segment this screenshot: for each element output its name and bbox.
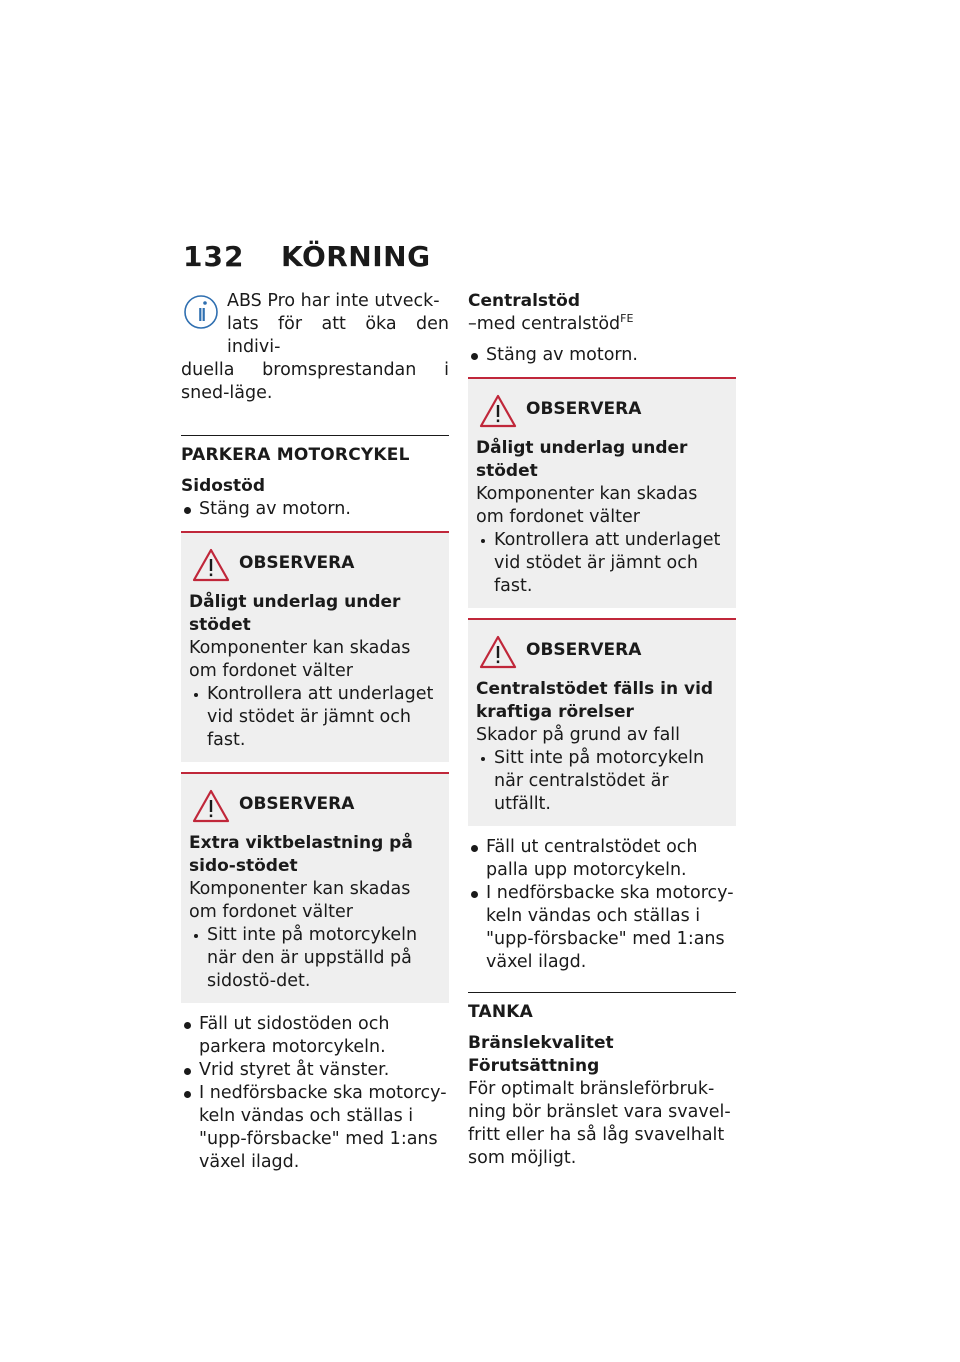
list-item: I nedförsbacke ska motorcy-keln vändas och ställas i "upp-försbacke" med 1:ans växel ilagd. (468, 882, 736, 974)
notice-title: Extra viktbelastning på sido-stödet (189, 833, 413, 876)
warning-icon (191, 788, 231, 824)
sub-heading-side-stand: Sidostöd (181, 476, 266, 496)
warning-icon (478, 634, 518, 670)
section-heading-parking: PARKERA MOTORCYKEL (181, 445, 410, 465)
sub-heading-center-stand: Centralstöd (468, 291, 581, 311)
fuel-paragraph: För optimalt bränsleförbruk-ning bör bränslet vara svavel-fritt eller ha så låg svavelhalt som möjligt. (468, 1079, 731, 1168)
section-heading-refuel: TANKA (468, 1002, 533, 1022)
info-text-rest: duella bromsprestandan i sned-läge. (181, 360, 449, 403)
notice-bullet: Kontrollera att underlaget vid stödet är jämnt och fast. (476, 529, 728, 598)
info-icon (181, 294, 221, 330)
notice-text: Komponenter kan skadas om fordonet välter (189, 879, 411, 922)
notice-box (468, 377, 736, 608)
notice-label: OBSERVERA (239, 553, 355, 573)
chapter-title: KÖRNING (281, 240, 431, 273)
list-item: Stäng av motorn. (468, 344, 736, 367)
notice-bullet: Sitt inte på motorcykeln när den är uppställd på sidostö-det. (189, 924, 441, 993)
notice-text: Skador på grund av fall (476, 725, 681, 745)
info-text-line1: ABS Pro har inte utveck- (227, 291, 440, 311)
equipment-note-text: –med centralstöd (468, 314, 621, 334)
sub-heading-fuel-quality: Bränslekvalitet (468, 1033, 614, 1053)
equipment-note (468, 313, 736, 336)
notice-box (468, 618, 736, 826)
notice-bullet: Kontrollera att underlaget vid stödet är jämnt och fast. (189, 683, 441, 752)
right-column (468, 290, 736, 1170)
notice-text: Komponenter kan skadas om fordonet välter (476, 484, 698, 527)
notice-text: Komponenter kan skadas om fordonet välter (189, 638, 411, 681)
notice-title: Dåligt underlag under stödet (476, 438, 688, 481)
list-item: I nedförsbacke ska motorcy-keln vändas och ställas i "upp-försbacke" med 1:ans växel ilagd. (181, 1082, 449, 1174)
notice-label: OBSERVERA (526, 640, 642, 660)
list-item: Stäng av motorn. (181, 498, 449, 521)
notice-label: OBSERVERA (239, 794, 355, 814)
left-column (181, 290, 449, 1174)
notice-title: Centralstödet fälls in vid kraftiga rörelser (476, 679, 714, 722)
section-parking (181, 435, 449, 521)
list-item: Fäll ut centralstödet och palla upp motorcykeln. (468, 836, 736, 882)
list-item: Fäll ut sidostöden och parkera motorcykeln. (181, 1013, 449, 1059)
warning-icon (191, 547, 231, 583)
notice-box (181, 531, 449, 762)
page-header (183, 240, 743, 280)
page-number: 132 (183, 240, 245, 273)
notice-box (181, 772, 449, 1003)
info-note (181, 290, 449, 405)
sub-heading-prerequisite: Förutsättning (468, 1056, 600, 1076)
equipment-code: FE (620, 312, 634, 326)
warning-icon (478, 393, 518, 429)
notice-title: Dåligt underlag under stödet (189, 592, 401, 635)
notice-bullet: Sitt inte på motorcykeln när centralstödet är utfällt. (476, 747, 728, 816)
list-item: Vrid styret åt vänster. (181, 1059, 449, 1082)
section-refuel (468, 992, 736, 1170)
notice-label: OBSERVERA (526, 399, 642, 419)
info-text-line2: lats för att öka den indivi- (227, 314, 449, 357)
